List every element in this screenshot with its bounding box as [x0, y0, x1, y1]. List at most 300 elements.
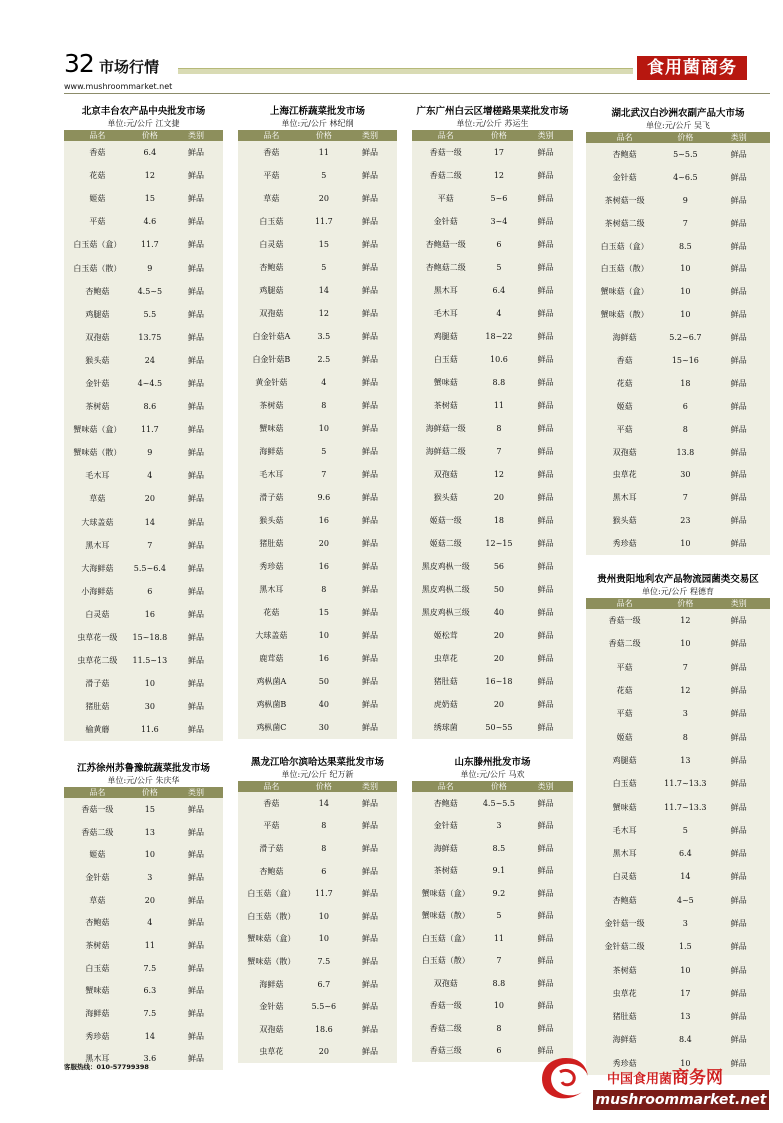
category: 鲜品 — [361, 332, 378, 341]
product-name: 鸡腿菇 — [85, 309, 110, 319]
category: 鲜品 — [537, 866, 554, 876]
product-name: 秀珍菇 — [612, 1058, 637, 1068]
table-row — [586, 189, 770, 212]
price: 10 — [493, 1001, 505, 1011]
price: 20 — [493, 631, 505, 640]
table-row — [412, 256, 573, 279]
table-row — [64, 187, 223, 210]
category: 鲜品 — [361, 843, 378, 853]
category: 鲜品 — [187, 540, 204, 550]
product-name: 香菇 — [263, 798, 280, 808]
product-name: 草菇 — [263, 194, 280, 203]
price: 10 — [144, 679, 155, 689]
column-header-price: 价格 — [480, 781, 519, 792]
table-row — [64, 487, 223, 510]
price-table — [586, 598, 770, 1075]
category: 鲜品 — [537, 1023, 554, 1033]
category: 鲜品 — [730, 516, 747, 526]
category: 鲜品 — [730, 539, 747, 549]
unit-reporter: 单位:元/公斤 苏运生 — [456, 119, 529, 128]
product-name: 茶树菇 — [612, 965, 637, 975]
product-name: 黑木耳 — [612, 849, 637, 859]
category: 鲜品 — [361, 585, 378, 594]
price: 16 — [144, 609, 155, 619]
product-name: 金针菇 — [85, 872, 110, 882]
price: 6 — [682, 401, 688, 411]
price: 40 — [493, 608, 505, 617]
category: 鲜品 — [361, 979, 378, 989]
price: 9.2 — [492, 888, 506, 898]
price: 12 — [144, 171, 155, 181]
category: 鲜品 — [187, 378, 204, 388]
category: 鲜品 — [361, 217, 378, 226]
market-title: 广东广州白云区增槎路果菜批发市场 — [416, 106, 569, 117]
category: 鲜品 — [187, 586, 204, 596]
table-row — [412, 486, 573, 509]
category: 鲜品 — [730, 447, 747, 457]
product-name: 鸡腿菇 — [259, 286, 284, 295]
price: 3~4 — [490, 217, 508, 226]
table-row — [586, 372, 770, 395]
price-table — [238, 130, 397, 739]
category: 鲜品 — [361, 1024, 378, 1034]
product-name: 金针菇 — [612, 172, 637, 182]
product-name: 毛木耳 — [433, 309, 458, 318]
category: 鲜品 — [361, 171, 378, 180]
product-name: 杏鲍菇 — [85, 918, 110, 928]
price: 4 — [147, 471, 153, 481]
product-name: 大海鲜菇 — [81, 563, 114, 573]
table-row — [64, 603, 223, 626]
table-row — [238, 1018, 397, 1041]
product-name: 白玉菇（散） — [421, 956, 470, 966]
category: 鲜品 — [537, 401, 554, 410]
product-name: 猴头菇 — [85, 355, 110, 365]
category: 鲜品 — [537, 1046, 554, 1056]
market-shanghai-jiangqiao — [238, 105, 397, 739]
unit-reporter: 单位:元/公斤 江文捷 — [107, 119, 180, 128]
price: 8 — [321, 821, 327, 831]
product-name: 白灵菇 — [259, 240, 284, 249]
category: 鲜品 — [537, 956, 554, 966]
table-row — [64, 1002, 223, 1025]
category: 鲜品 — [730, 639, 747, 649]
price: 12 — [680, 616, 691, 626]
category: 鲜品 — [187, 240, 204, 250]
price: 5 — [321, 447, 327, 456]
table-row — [586, 749, 770, 772]
table-row — [586, 303, 770, 326]
product-name: 香菇一级 — [429, 148, 462, 157]
category: 鲜品 — [361, 654, 378, 663]
price: 17 — [680, 988, 691, 998]
category: 鲜品 — [537, 516, 554, 525]
product-name: 姬菇 — [616, 732, 633, 742]
product-name: 白玉菇（散） — [600, 264, 649, 274]
price: 7 — [496, 956, 502, 966]
price: 20 — [493, 493, 505, 502]
table-row — [412, 693, 573, 716]
product-name: 蟹味菇（盒） — [421, 888, 470, 898]
product-name: 绣球菌 — [433, 723, 458, 732]
price: 5 — [321, 171, 327, 180]
category: 鲜品 — [537, 798, 554, 808]
table-row — [64, 911, 223, 934]
table-row — [64, 464, 223, 487]
product-name: 双孢菇 — [433, 978, 458, 988]
product-name: 蟹味菇（散） — [600, 310, 649, 320]
market-title: 北京丰台农产品中央批发市场 — [81, 106, 206, 117]
category: 鲜品 — [537, 585, 554, 594]
category: 鲜品 — [187, 355, 204, 365]
product-name: 海鲜菇 — [259, 447, 284, 456]
product-name: 杏鲍菇 — [85, 286, 110, 296]
column-header-type: 类别 — [343, 130, 397, 141]
table-row — [586, 958, 770, 981]
price: 10 — [318, 424, 329, 433]
price: 3 — [682, 709, 688, 719]
product-name: 香菇一级 — [429, 1001, 462, 1011]
price: 10 — [680, 965, 691, 975]
category: 鲜品 — [730, 310, 747, 320]
product-name: 双孢菇 — [85, 332, 110, 342]
product-name: 金针菇 — [85, 378, 110, 388]
price: 15~16 — [671, 355, 699, 365]
product-name: 茶树菇 — [433, 866, 458, 876]
product-name: 鸡腿菇 — [612, 755, 637, 765]
category: 鲜品 — [537, 240, 554, 249]
price: 50 — [493, 585, 505, 594]
table-row — [586, 143, 770, 166]
table-row — [238, 950, 397, 973]
price: 11 — [493, 933, 505, 943]
product-name: 黑皮鸡枞一级 — [421, 562, 470, 571]
product-name: 蟹味菇（散） — [247, 956, 296, 966]
price: 13.8 — [676, 447, 695, 457]
page-header — [0, 0, 783, 100]
product-name: 茶树菇 — [433, 401, 458, 410]
price: 8.6 — [143, 402, 157, 412]
table-row — [586, 166, 770, 189]
column-header-price: 价格 — [131, 787, 169, 798]
category: 鲜品 — [537, 470, 554, 479]
market-title: 湖北武汉白沙洲农副产品大市场 — [611, 108, 745, 119]
table-row — [412, 972, 573, 995]
column-header-name: 品名 — [586, 132, 663, 143]
category: 鲜品 — [361, 470, 378, 479]
category: 鲜品 — [187, 332, 204, 342]
product-name: 花菇 — [263, 608, 280, 617]
price: 15 — [144, 194, 155, 204]
table-row — [64, 557, 223, 580]
category: 鲜品 — [187, 517, 204, 527]
price: 8 — [321, 843, 327, 853]
price: 6.4 — [143, 148, 157, 158]
product-name: 花菇 — [616, 378, 633, 388]
product-name: 猪肚菇 — [612, 1012, 637, 1022]
price: 3.6 — [143, 1054, 157, 1064]
unit-reporter: 单位:元/公斤 纪万新 — [281, 770, 354, 779]
category: 鲜品 — [730, 965, 747, 975]
price: 7 — [496, 447, 502, 456]
category: 鲜品 — [361, 821, 378, 831]
table-row — [412, 417, 573, 440]
price: 4~6.5 — [673, 172, 698, 182]
category: 鲜品 — [187, 148, 204, 158]
price: 7 — [682, 493, 688, 503]
price: 5 — [496, 911, 502, 921]
market-guangzhou-zengcha — [412, 105, 573, 739]
category: 鲜品 — [537, 263, 554, 272]
product-name: 姬菇 — [89, 850, 106, 860]
price: 30 — [144, 702, 155, 712]
product-name: 金针菇 — [433, 217, 458, 226]
table-row — [64, 141, 223, 164]
unit-reporter: 单位:元/公斤 马欢 — [460, 770, 525, 779]
table-row — [64, 164, 223, 187]
product-name: 白金针菇A — [252, 332, 291, 341]
table-row — [64, 980, 223, 1003]
table-row — [412, 670, 573, 693]
price: 3 — [682, 919, 688, 928]
category: 鲜品 — [730, 942, 747, 952]
category: 鲜品 — [361, 148, 378, 157]
price-table — [586, 132, 770, 555]
product-name: 姬菇 — [89, 194, 106, 204]
category: 鲜品 — [361, 700, 378, 709]
product-name: 海鲜菇一级 — [425, 424, 466, 433]
market-jiangsu-xuzhou — [64, 762, 223, 1070]
category: 鲜品 — [730, 686, 747, 696]
column-header-name: 品名 — [238, 781, 305, 792]
product-name: 黑木耳 — [85, 1054, 110, 1064]
price: 10 — [680, 539, 691, 549]
table-row — [238, 973, 397, 996]
product-name: 滑子菇 — [259, 493, 284, 502]
table-row — [586, 725, 770, 748]
product-name: 双孢菇 — [259, 309, 284, 318]
table-row — [238, 302, 397, 325]
price: 3 — [147, 872, 153, 882]
category: 鲜品 — [537, 843, 554, 853]
table-row — [64, 511, 223, 534]
product-name: 白玉菇 — [433, 355, 458, 364]
product-name: 白灵菇 — [85, 609, 110, 619]
product-name: 香菇二级 — [608, 639, 641, 649]
price: 12~15 — [485, 539, 513, 548]
product-name: 鸡腿菇 — [433, 332, 458, 341]
product-name: 虫草花 — [612, 988, 637, 998]
category: 鲜品 — [187, 1009, 204, 1019]
column-header-price: 价格 — [305, 130, 343, 141]
category: 鲜品 — [187, 563, 204, 573]
price: 16 — [318, 516, 329, 525]
table-row — [586, 463, 770, 486]
table-row — [238, 371, 397, 394]
product-name: 平菇 — [616, 662, 633, 672]
table-row — [238, 417, 397, 440]
table-row — [238, 256, 397, 279]
market-title: 贵州贵阳地利农产品物流园菌类交易区 — [597, 574, 759, 585]
product-name: 蟹味菇 — [433, 378, 458, 387]
price: 12 — [318, 309, 329, 318]
price: 8 — [682, 424, 688, 434]
product-name: 猪肚菇 — [433, 677, 458, 686]
category: 鲜品 — [537, 933, 554, 943]
table-row — [412, 302, 573, 325]
product-name: 香菇一级 — [81, 804, 114, 814]
column-header-price: 价格 — [663, 132, 707, 143]
category: 鲜品 — [361, 608, 378, 617]
table-row — [238, 509, 397, 532]
price: 8.5 — [492, 843, 506, 853]
table-row — [586, 889, 770, 912]
table-row — [412, 141, 573, 164]
category: 鲜品 — [730, 802, 747, 812]
table-row — [412, 279, 573, 302]
category: 鲜品 — [187, 217, 204, 227]
table-row — [238, 141, 397, 164]
table-row — [412, 601, 573, 624]
price: 14 — [144, 517, 155, 527]
price: 3 — [496, 821, 502, 831]
price: 10 — [318, 934, 329, 944]
category: 鲜品 — [730, 709, 747, 719]
price: 30 — [318, 723, 329, 732]
product-name: 杏鲍菇 — [259, 263, 284, 272]
category: 鲜品 — [187, 656, 204, 666]
category: 鲜品 — [361, 798, 378, 808]
table-row — [586, 349, 770, 372]
product-name: 白玉菇（盒） — [73, 240, 122, 250]
table-row — [64, 695, 223, 718]
category: 鲜品 — [730, 779, 747, 789]
product-name: 白金针菇B — [252, 355, 291, 364]
product-name: 平菇 — [263, 171, 280, 180]
price: 10 — [144, 850, 155, 860]
category: 鲜品 — [537, 654, 554, 663]
table-row — [238, 394, 397, 417]
price: 20 — [318, 1047, 329, 1057]
category: 鲜品 — [537, 493, 554, 502]
table-row — [412, 837, 573, 860]
table-row — [586, 982, 770, 1005]
category: 鲜品 — [730, 895, 747, 905]
table-row — [64, 934, 223, 957]
price: 10 — [680, 1058, 691, 1068]
product-name: 香菇 — [263, 148, 280, 157]
product-name: 杏鲍菇 — [259, 866, 284, 876]
table-row — [238, 555, 397, 578]
price: 4.6 — [143, 217, 157, 227]
column-header-type: 类别 — [518, 781, 573, 792]
category: 鲜品 — [730, 287, 747, 297]
product-name: 蟹味菇 — [259, 424, 284, 433]
product-name: 虫草花 — [433, 654, 458, 663]
price: 11.5~13 — [132, 656, 168, 666]
product-name: 草菇 — [89, 494, 106, 504]
category: 鲜品 — [537, 332, 554, 341]
category: 鲜品 — [730, 424, 747, 434]
price: 11.7 — [314, 217, 333, 226]
product-name: 茶树菇一级 — [604, 195, 645, 205]
price: 10 — [318, 911, 329, 921]
category: 鲜品 — [537, 148, 554, 157]
price: 15 — [318, 608, 329, 617]
price: 10 — [680, 639, 691, 649]
category: 鲜品 — [361, 516, 378, 525]
category: 鲜品 — [537, 539, 554, 548]
table-row — [64, 256, 223, 279]
price: 1.5 — [678, 942, 692, 952]
table-row — [64, 441, 223, 464]
price: 23 — [680, 516, 691, 526]
table-row — [238, 348, 397, 371]
category: 鲜品 — [537, 194, 554, 203]
price: 6 — [147, 586, 153, 596]
table-row — [412, 950, 573, 973]
category: 鲜品 — [361, 378, 378, 387]
price: 20 — [318, 539, 329, 548]
category: 鲜品 — [730, 872, 747, 882]
website-url: www.mushroommarket.net — [64, 82, 173, 91]
price: 6 — [496, 240, 502, 249]
table-row — [412, 463, 573, 486]
price: 16 — [318, 562, 329, 571]
table-row — [412, 860, 573, 883]
table-row — [64, 210, 223, 233]
product-name: 香菇二级 — [429, 1023, 462, 1033]
price: 11.7~13.3 — [664, 802, 707, 812]
table-row — [64, 233, 223, 256]
price: 15 — [318, 240, 329, 249]
product-name: 蟹味菇（散） — [73, 448, 122, 458]
product-name: 大球盖菇 — [255, 631, 288, 640]
category: 鲜品 — [187, 1054, 204, 1064]
product-name: 滑子菇 — [85, 679, 110, 689]
category: 鲜品 — [730, 264, 747, 274]
logo-cn-prefix: 中国食用菌 — [607, 1072, 673, 1087]
product-name: 白玉菇（盒） — [421, 933, 470, 943]
category: 鲜品 — [730, 755, 747, 765]
category: 鲜品 — [730, 172, 747, 182]
table-row — [586, 532, 770, 555]
product-name: 鸡枞菌C — [256, 723, 287, 732]
table-row — [64, 372, 223, 395]
price: 13 — [680, 755, 691, 765]
column-header-name: 品名 — [64, 787, 131, 798]
product-name: 金针菇一级 — [604, 919, 645, 928]
price: 9.1 — [492, 866, 506, 876]
category: 鲜品 — [361, 677, 378, 686]
product-name: 黑木耳 — [433, 286, 458, 295]
product-name: 茶树菇 — [85, 940, 110, 950]
category: 鲜品 — [537, 911, 554, 921]
table-row — [238, 716, 397, 739]
table-row — [586, 702, 770, 725]
table-row — [238, 860, 397, 883]
table-row — [238, 837, 397, 860]
category: 鲜品 — [187, 448, 204, 458]
price: 18 — [680, 378, 691, 388]
table-row — [586, 865, 770, 888]
price-table — [412, 130, 573, 739]
price: 9 — [147, 263, 153, 273]
table-row — [64, 626, 223, 649]
table-row — [64, 718, 223, 741]
table-row — [586, 795, 770, 818]
price-table — [64, 787, 223, 1070]
